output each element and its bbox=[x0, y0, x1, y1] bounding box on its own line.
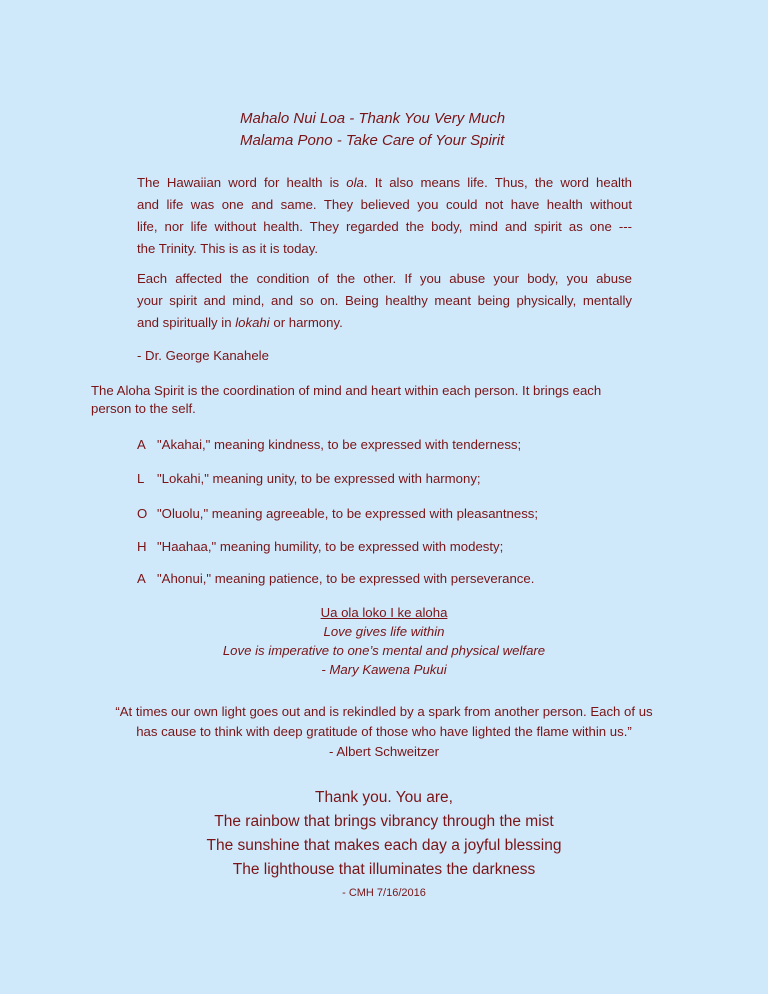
acronym-item-a2: A "Ahonui," meaning patience, to be expressed with perseverance. bbox=[137, 571, 535, 586]
title-line-1: Mahalo Nui Loa - Thank You Very Much bbox=[240, 110, 506, 127]
acronym-item-l: L "Lokahi," meaning unity, to be expressed with harmony; bbox=[137, 471, 481, 486]
aloha-spirit-line-1: The Aloha Spirit is the coordination of mind and heart within each person. It brings each bbox=[91, 383, 602, 398]
acronym-item-a1: A "Akahai," meaning kindness, to be expressed with tenderness; bbox=[137, 437, 522, 452]
closing-lighthouse: The lighthouse that illuminates the darkness bbox=[232, 861, 536, 878]
closing-thank-you: Thank you. You are, bbox=[315, 789, 453, 806]
closing-rainbow: The rainbow that brings vibrancy through the mist bbox=[214, 813, 554, 830]
affected-line-2: your spirit and mind, and so on. Being healthy meant being physically, mentally bbox=[137, 293, 632, 308]
pukui-attribution: - Mary Kawena Pukui bbox=[321, 662, 447, 677]
pukui-hawaiian: Ua ola loko I ke aloha bbox=[320, 605, 448, 620]
schweitzer-attribution: - Albert Schweitzer bbox=[329, 744, 439, 759]
closing-signature: - CMH 7/16/2016 bbox=[342, 887, 426, 899]
affected-line-3: and spiritually in lokahi or harmony. bbox=[137, 315, 343, 330]
schweitzer-line-2: has cause to think with deep gratitude of those who have lighted the flame within us.” bbox=[136, 724, 632, 739]
attribution-kanahele: - Dr. George Kanahele bbox=[137, 348, 269, 363]
affected-line-1: Each affected the condition of the other. If you abuse your body, you abuse bbox=[137, 271, 632, 286]
closing-sunshine: The sunshine that makes each day a joyful blessing bbox=[206, 837, 562, 854]
health-line-3: life, nor life without health. They regarded the body, mind and spirit as one --- bbox=[137, 219, 632, 234]
health-line-2: and life was one and same. They believed you could not have health without bbox=[137, 197, 632, 212]
acronym-item-h: H "Haahaa," meaning humility, to be expressed with modesty; bbox=[137, 539, 504, 554]
title-line-2: Malama Pono - Take Care of Your Spirit bbox=[240, 132, 505, 149]
health-line-4: the Trinity. This is as it is today. bbox=[137, 241, 319, 256]
lokahi-word: lokahi bbox=[235, 315, 270, 330]
ola-word: ola bbox=[346, 175, 364, 190]
pukui-line-3: Love is imperative to one’s mental and physical welfare bbox=[222, 643, 546, 658]
schweitzer-line-1: “At times our own light goes out and is rekindled by a spark from another person. Each of us bbox=[115, 704, 653, 719]
acronym-item-o: O "Oluolu," meaning agreeable, to be expressed with pleasantness; bbox=[137, 506, 539, 521]
health-line-1: The Hawaiian word for health is ola. It also means life. Thus, the word health bbox=[137, 175, 632, 190]
aloha-spirit-line-2: person to the self. bbox=[91, 401, 196, 416]
pukui-translation: Love gives life within bbox=[323, 624, 445, 639]
